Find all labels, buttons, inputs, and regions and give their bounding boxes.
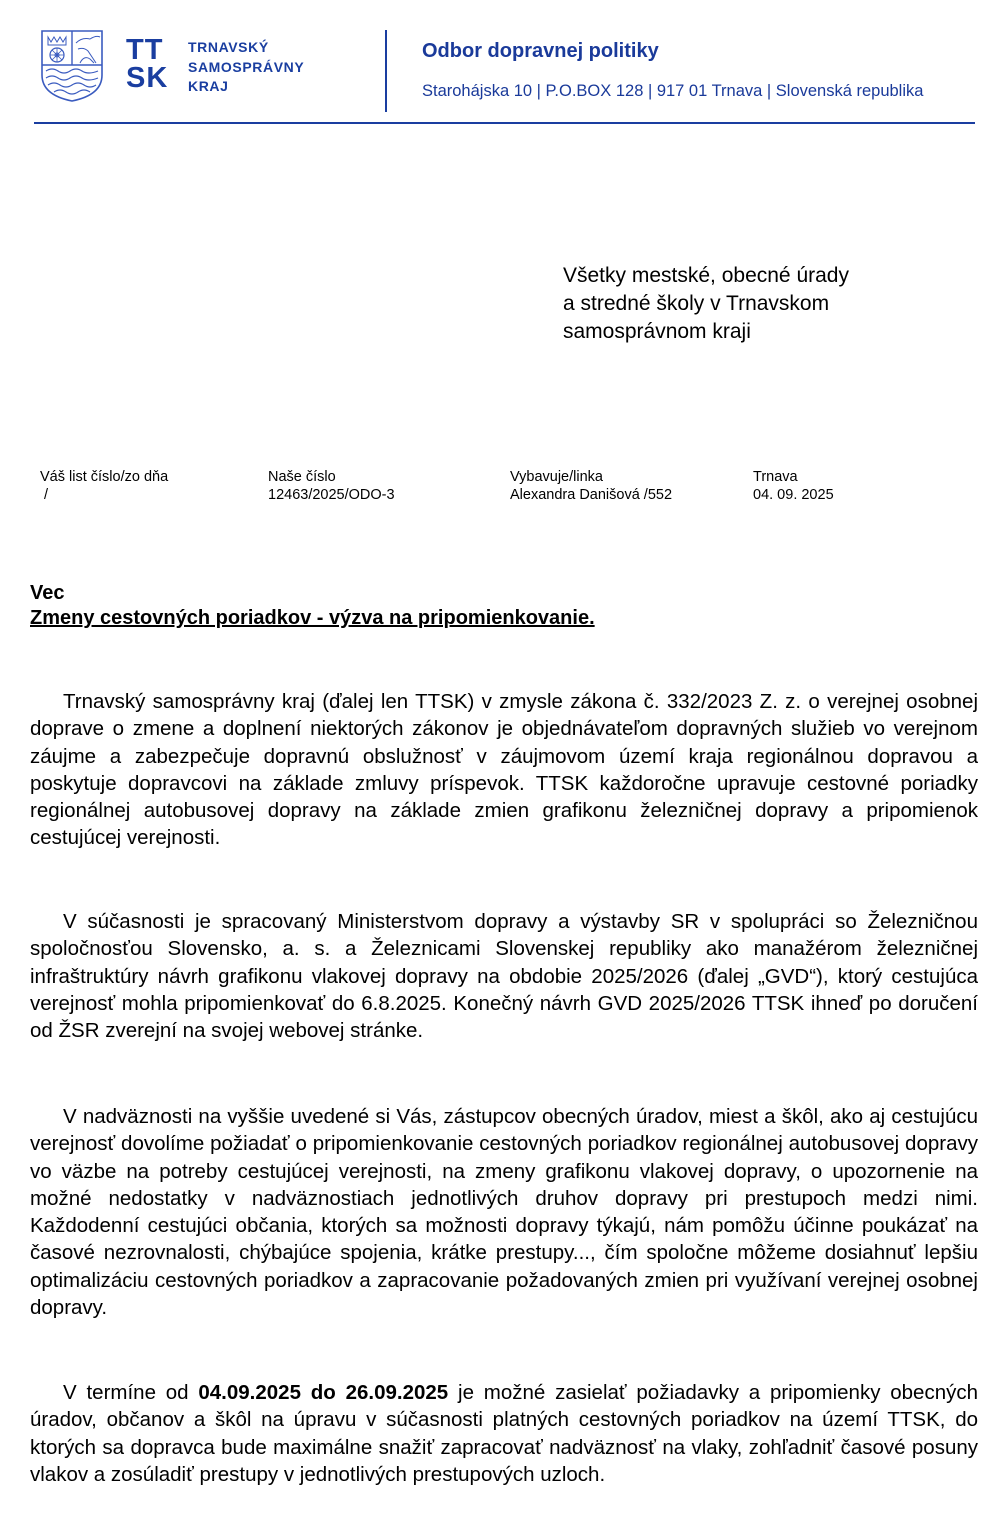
paragraph-text: V termíne od [63, 1381, 199, 1404]
subject-title: Zmeny cestovných poriadkov - výzva na pripomienkovanie. [30, 607, 595, 629]
body-paragraph [30, 688, 978, 852]
organization-name-line: TRNAVSKÝ [188, 39, 269, 55]
body-paragraph [30, 1379, 978, 1488]
organization-name-line: KRAJ [188, 78, 229, 94]
logo-mark-line1: TT [126, 34, 164, 66]
reference-our-number [268, 468, 395, 504]
organization-name [188, 38, 304, 97]
body-paragraph [30, 1103, 978, 1321]
reference-label: Váš list číslo/zo dňa [40, 469, 169, 485]
reference-your-letter [40, 468, 168, 504]
subject-label: Vec [30, 582, 65, 604]
paragraph-text: V nadväznosti na vyššie uvedené si Vás, zástupcov obecných úradov, miest a škôl, ako aj cestujúcu verejnosť dovolíme požiadať o pripomienkovanie cestovných poriadkov regionálnej autobusovej dopravy vo väzbe na potreby cestujúcej verejnosti, na zmeny grafikonu vlakovej dopravy, o upozornenie na možné nedostatky v nadväznostiach jednotlivých druhov dopravy pri prestupoch medzi nimi. Každodenní cestujúci občania, ktorých sa možnosti dopravy týkajú, nám pomôžu účinne poukázať na časové nezrovnalosti, chýbajúce spojenia, krátke prestupy..., čím spoločne môžeme dosiahnuť lepšiu optimalizáciu cestovných poriadkov a zapracovanie požadovaných zmien pri využívaní verejnej osobnej dopravy. [30, 1105, 978, 1320]
deadline-dates: 04.09.2025 do 26.09.2025 [198, 1381, 449, 1404]
reference-value: / [40, 487, 49, 503]
reference-value: 04. 09. 2025 [753, 487, 834, 503]
ttsk-logo-mark [126, 36, 180, 96]
reference-place-date [753, 468, 834, 504]
department-address: Starohájska 10 | P.O.BOX 128 | 917 01 Trnava | Slovenská republika [422, 82, 924, 100]
reference-value: Alexandra Danišová /552 [510, 487, 673, 503]
header-vertical-divider [385, 30, 387, 112]
recipient-line: samosprávnom kraji [563, 320, 751, 343]
paragraph-text: Trnavský samosprávny kraj (ďalej len TTSK) v zmysle zákona č. 332/2023 Z. z. o verejnej osobnej doprave o zmene a doplnení niektorých zákonov je objednávateľom dopravných služieb vo verejnom záujme a zabezpečuje dopravnú obslužnosť v záujmovom území kraja regionálnou dopravou a poskytuje dopravcovi na základe zmluvy príspevok. TTSK každoročne upravuje cestovné poriadky regionálnej autobusovej dopravy na základe zmien grafikonu železničnej dopravy a pripomienok cestujúcej verejnosti. [30, 690, 978, 850]
paragraph-text: V súčasnosti je spracovaný Ministerstvom dopravy a výstavby SR v spolupráci so Železničnou spoločnosťou Slovensko, a. s. a Železnicami Slovenskej republiky ako manažérom železničnej infraštruktúry návrh grafikonu vlakovej dopravy na obdobie 2025/2026 (ďalej „GVD“), ktorý cestujúca verejnosť mohla pripomienkovať do 6.8.2025. Konečný návrh GVD 2025/2026 TTSK ihneď po doručení od ŽSR zverejní na svojej webovej stránke. [30, 910, 978, 1043]
coat-of-arms-icon [40, 29, 104, 103]
reference-label: Trnava [753, 469, 798, 485]
reference-value: 12463/2025/ODO-3 [268, 487, 395, 503]
reference-label: Naše číslo [268, 469, 336, 485]
recipient-line: a stredné školy v Trnavskom [563, 292, 830, 315]
organization-name-line: SAMOSPRÁVNY [188, 58, 305, 75]
paragraph-text: je možné zasielať požiadavky a pripomienky obecných úradov, občanov a škôl na úpravu v súčasnosti platných cestovných poriadkov na území TTSK, do ktorých sa dopravca bude maximálne snažiť zapracovať nadväznosť na vlaky, zohľadniť časové posuny vlakov a zosúladiť prestupy v jednotlivých prestupových uzloch. [30, 1381, 979, 1486]
reference-handled-by [510, 468, 672, 504]
logo-mark-line2: SK [126, 62, 169, 94]
recipient-line: Všetky mestské, obecné úrady [563, 264, 849, 287]
recipient-block [563, 262, 849, 346]
header-divider [34, 122, 975, 124]
reference-label: Vybavuje/linka [510, 469, 603, 485]
body-paragraph [30, 908, 978, 1044]
department-name: Odbor dopravnej politiky [422, 40, 659, 62]
